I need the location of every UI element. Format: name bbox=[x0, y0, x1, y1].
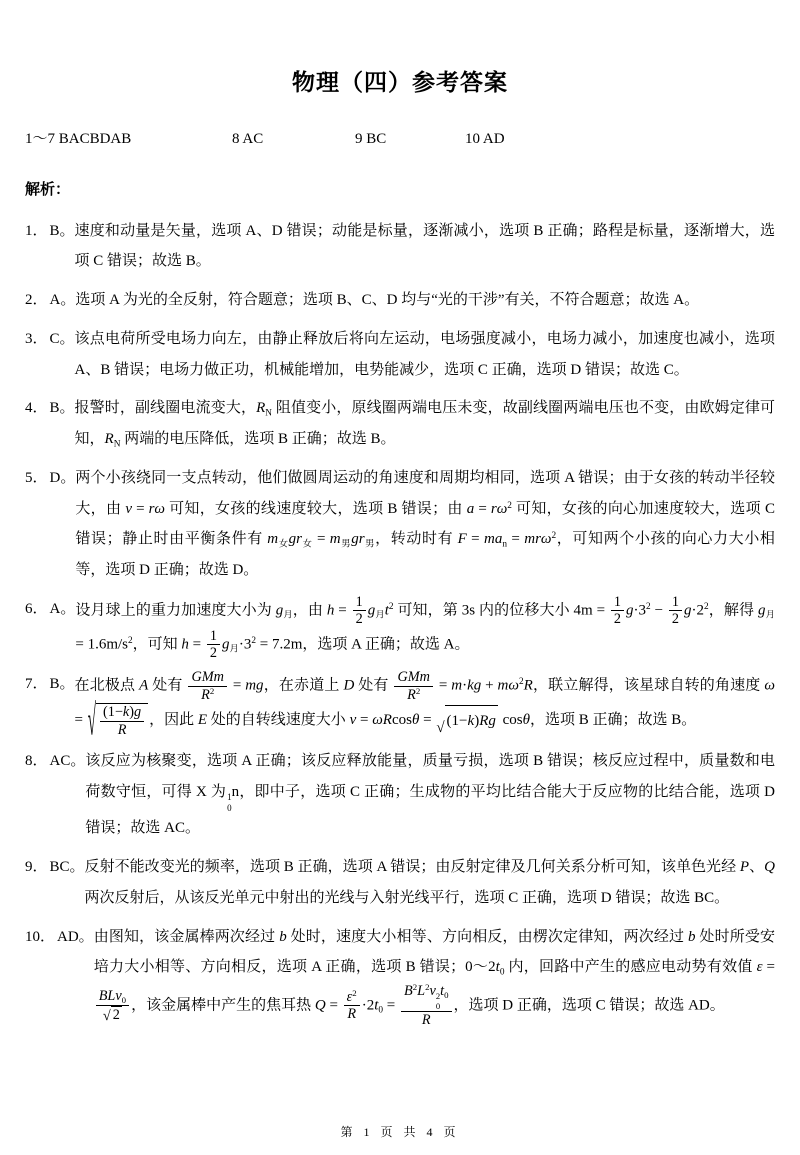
fraction-numerator: 1 bbox=[207, 628, 220, 645]
superscript: 2 bbox=[646, 602, 651, 613]
subscript: 月 bbox=[375, 610, 385, 621]
math-variable: GMm bbox=[191, 669, 224, 686]
fraction-denominator bbox=[394, 687, 432, 703]
fraction-denominator: 2 bbox=[355, 611, 363, 628]
item-number: 9． bbox=[25, 859, 48, 876]
fraction-denominator: 2 bbox=[209, 645, 218, 662]
math-variable: R bbox=[104, 431, 114, 448]
answer-group: 10 AD bbox=[465, 131, 505, 148]
math-variable: ma bbox=[484, 531, 503, 548]
math-variable: R bbox=[407, 686, 416, 703]
superscript: 2 bbox=[352, 988, 357, 999]
math-variable: gr bbox=[288, 531, 303, 548]
item-answer: B。 bbox=[49, 222, 75, 239]
item-number-answer bbox=[25, 463, 75, 586]
subscript: 月 bbox=[229, 644, 239, 655]
fraction bbox=[611, 594, 624, 628]
item-explanation: 报警时，副线圈电流变大，$R_N$ 阻值变小，原线圈两端电压未变，故副线圈两端电压也不变，由欧姆定律可知，$R_N$ 两端的电压降低，选项 B 正确；故选 B。 bbox=[74, 400, 775, 450]
math-variable: ωR bbox=[372, 712, 392, 728]
solution-item bbox=[25, 463, 775, 586]
fraction bbox=[207, 628, 220, 662]
math-variable: h bbox=[181, 636, 189, 652]
solution-item bbox=[25, 324, 775, 386]
math-variable: ε bbox=[756, 959, 763, 976]
fraction-denominator bbox=[344, 1006, 360, 1022]
math-variable: R bbox=[256, 400, 266, 417]
superscript: 2 bbox=[209, 685, 215, 696]
math-variable: ε bbox=[346, 989, 353, 1006]
radicand: 2 bbox=[112, 1007, 120, 1024]
math-variable: GMm bbox=[397, 669, 430, 686]
item-number-answer bbox=[25, 393, 75, 455]
item-answer: AD。 bbox=[57, 928, 94, 945]
subscript: 0 bbox=[378, 1005, 384, 1016]
fraction-numerator bbox=[96, 988, 129, 1006]
item-number-answer bbox=[25, 669, 75, 738]
mass-number: 1 bbox=[227, 791, 232, 802]
item-answer: AC。 bbox=[49, 752, 86, 769]
item-answer: B。 bbox=[49, 676, 75, 693]
item-number: 10． bbox=[25, 928, 56, 945]
math-variable: g bbox=[133, 704, 142, 721]
fraction-numerator bbox=[188, 669, 226, 686]
math-variable: g bbox=[222, 636, 230, 652]
math-variable: m bbox=[329, 531, 341, 548]
subscript: n bbox=[502, 539, 508, 550]
radical-sign: √ bbox=[102, 1008, 111, 1025]
fraction-numerator bbox=[344, 989, 360, 1006]
math-variable: t bbox=[495, 959, 500, 976]
atomic-number: 0 bbox=[227, 802, 232, 813]
subscript: 女 bbox=[302, 539, 313, 550]
math-variable: R bbox=[421, 1012, 431, 1029]
superscript: 2 bbox=[128, 635, 133, 646]
fraction-denominator bbox=[188, 687, 226, 703]
math-variable: g bbox=[275, 602, 284, 619]
math-variable: k bbox=[122, 704, 130, 721]
item-number: 8． bbox=[25, 752, 48, 769]
fraction bbox=[188, 669, 226, 703]
solution-item bbox=[25, 216, 775, 278]
math-variable: m bbox=[451, 677, 463, 694]
item-number: 1． bbox=[25, 222, 48, 239]
item-explanation: 在北极点 A 处有 $\frac{\text{GMm}}{R^2}$ = mg，在赤道上 D 处有 $\frac{\text{GMm}}{R^2}$ = $m\cdot kg + m\omega^2R$，联立解得，该星球自转的角速度 ω = √ $\frac{(1-k)g}{R}$ ，因此 E 处的自转线速度大小 v = ωRcosθ = √ (1−k)Rg cosθ，选项 B 正确；故选 B。 bbox=[74, 669, 775, 746]
subscript: 0 bbox=[499, 967, 505, 978]
subscript: 男 bbox=[340, 539, 352, 550]
math-variable: mg bbox=[245, 677, 264, 694]
item-number: 3． bbox=[25, 330, 48, 347]
math-variable: g bbox=[367, 602, 376, 619]
math-variable: ω bbox=[764, 677, 775, 694]
math-variable: F bbox=[457, 531, 467, 548]
radicand: (1−k)Rg bbox=[445, 705, 498, 737]
math-variable: R bbox=[117, 721, 127, 738]
math-variable: rω bbox=[148, 500, 166, 517]
item-number-answer bbox=[25, 216, 75, 278]
subscript: 月 bbox=[765, 610, 775, 621]
item-number: 7． bbox=[25, 676, 48, 693]
math-variable: D bbox=[343, 677, 355, 694]
solution-item bbox=[25, 669, 775, 746]
math-variable: g bbox=[626, 602, 634, 619]
math-variable: θ bbox=[411, 712, 420, 728]
math-variable: L bbox=[417, 983, 426, 1000]
math-variable: t bbox=[374, 997, 379, 1014]
solution-item bbox=[25, 922, 775, 1029]
solution-item bbox=[25, 594, 775, 662]
answer-group: 1～7 BACBDAB bbox=[25, 131, 132, 148]
fraction-numerator bbox=[401, 983, 452, 1012]
fraction bbox=[669, 594, 682, 628]
math-variable: rω bbox=[490, 500, 508, 517]
fraction-numerator: (1−k)g bbox=[100, 704, 144, 721]
superscript: 2 bbox=[425, 982, 430, 993]
item-number-answer bbox=[25, 922, 94, 1029]
item-explanation: 两个小孩绕同一支点转动，他们做圆周运动的角速度和周期均相同，选项 A 错误；由于女孩的转动半径较大，由 v = rω 可知，女孩的线速度较大，选项 B 错误；由 $a = r\omega^2$ 可知，女孩的向心加速度较大，选项 C 错误；静止时由平衡条件有 $m_女gr_女 = m_男gr_男$，转动时有 $F = ma_n = mr\omega^2$，可知两个小孩的向心力大小相等，选项 D 正确；故选 D。 bbox=[75, 469, 775, 579]
square-root bbox=[87, 699, 148, 746]
math-variable: mω bbox=[497, 677, 519, 694]
radicand bbox=[96, 703, 148, 738]
fraction-denominator bbox=[96, 1006, 129, 1023]
fraction-denominator bbox=[100, 722, 144, 738]
item-answer: A。 bbox=[49, 292, 76, 309]
items-list bbox=[25, 216, 775, 1029]
superscript: 2 bbox=[412, 982, 418, 993]
fraction-denominator: 2 bbox=[613, 611, 622, 628]
item-number: 6． bbox=[25, 600, 48, 617]
item-answer: B。 bbox=[49, 400, 75, 417]
item-number-answer bbox=[25, 852, 85, 914]
fraction-numerator: 1 bbox=[669, 594, 682, 611]
square-root bbox=[103, 1006, 122, 1023]
answers-row bbox=[25, 124, 775, 155]
subscript: 男 bbox=[364, 539, 376, 550]
subscript: N bbox=[265, 408, 272, 419]
fraction-numerator: 1 bbox=[353, 594, 366, 611]
math-variable: R bbox=[347, 1006, 357, 1023]
math-variable: a bbox=[466, 500, 475, 517]
math-variable: v bbox=[429, 983, 436, 1000]
fraction-denominator bbox=[401, 1012, 452, 1028]
item-number-answer bbox=[25, 285, 75, 316]
math-variable: θ bbox=[522, 712, 530, 728]
superscript: 2 bbox=[388, 602, 394, 613]
math-variable: BLv bbox=[98, 988, 122, 1005]
math-variable: gr bbox=[351, 531, 365, 548]
math-variable: v bbox=[125, 500, 133, 517]
item-number-answer bbox=[25, 594, 75, 662]
analysis-label: 解析： bbox=[25, 181, 71, 198]
math-variable: k bbox=[467, 712, 475, 729]
subscript: 女 bbox=[278, 539, 289, 550]
item-explanation: 该反应为核聚变，选项 A 正确；该反应释放能量，质量亏损，选项 B 错误；核反应过程中，质量数和电荷数守恒，可得 X 为 1 0 n，即中子，选项 C 正确；生成物的平均比结合能大于反应物的比结合能，选项 D 错误；故选 AC。 bbox=[85, 752, 775, 837]
item-answer: D。 bbox=[49, 469, 76, 486]
solution-item bbox=[25, 746, 775, 844]
item-explanation: 由图知，该金属棒两次经过 b 处时，速度大小相等、方向相反，由楞次定律知，两次经过 b 处时所受安培力大小相等、方向相反，选项 A 正确，选项 B 错误；$0\sim 2t_0$ 内，回路中产生的感应电动势有效值 ε = BLv$_0$ √ 2 ，该金属棒中产生的焦耳热 Q = $\frac{\varepsilon^2}{R}$ $\cdot 2t_0$ = $B^2L^2v$ 2 0 $t_0$ R ，选项 D 正确，选项 C 错误；故选 AD。 bbox=[93, 928, 775, 1029]
fraction bbox=[394, 669, 432, 703]
fraction bbox=[100, 704, 144, 738]
math-variable: Rg bbox=[479, 712, 496, 729]
superscript: 2 bbox=[507, 500, 512, 511]
math-variable: v bbox=[349, 712, 357, 728]
radical-sign: √ bbox=[87, 699, 96, 746]
solution-item bbox=[25, 285, 775, 316]
item-explanation: 反射不能改变光的频率，选项 B 正确，选项 A 错误；由反射定律及几何关系分析可知，该单色光经 P、Q 两次反射后，从该反光单元中射出的光线与入射光线平行，选项 C 正确，选项 D 错误；故选 BC。 bbox=[84, 859, 775, 906]
math-variable: m bbox=[267, 531, 279, 548]
nuclide-prescripts bbox=[227, 792, 232, 814]
page-title: 物理（四）参考答案 bbox=[292, 69, 508, 95]
math-variable: R bbox=[523, 677, 533, 694]
answer-group: 8 AC bbox=[232, 131, 264, 148]
subscript: N bbox=[113, 439, 121, 450]
fraction-numerator bbox=[394, 669, 432, 686]
math-variable: g bbox=[758, 602, 766, 619]
superscript: 2 bbox=[518, 677, 524, 688]
sub-part: 0 bbox=[435, 1001, 441, 1012]
item-explanation: 速度和动量是矢量，选项 A、D 错误；动能是标量，逐渐减小，选项 B 正确；路程是标量，逐渐增大，选项 C 错误；故选 B。 bbox=[74, 222, 775, 270]
math-variable: b bbox=[688, 928, 696, 945]
item-answer: A。 bbox=[49, 600, 76, 617]
superscript: 2 bbox=[251, 635, 256, 646]
item-explanation: 该点电荷所受电场力向左，由静止释放后将向左运动，电场强度减小，电场力减小，加速度也减小，选项 A、B 错误；电场力做正功，机械能增加，电势能减少，选项 C 正确，选项 D 错误；故选 C。 bbox=[74, 330, 775, 378]
subscript: 月 bbox=[283, 610, 293, 621]
solution-item bbox=[25, 393, 775, 455]
item-number-answer bbox=[25, 746, 85, 844]
math-variable: Q bbox=[764, 859, 775, 876]
item-number: 2． bbox=[25, 292, 48, 309]
item-number: 4． bbox=[25, 400, 48, 417]
fraction bbox=[96, 988, 129, 1023]
square-root bbox=[436, 705, 498, 737]
superscript: 2 bbox=[551, 531, 557, 542]
math-variable: E bbox=[197, 712, 208, 728]
page-footer: 第 1 页 共 4 页 bbox=[340, 1124, 460, 1139]
item-explanation: 设月球上的重力加速度大小为 $g_月$，由 h = $\frac{1}{2}$ $g_月t^2$ 可知，第 3s 内的位移大小 4m = $\frac{1}{2}$ $g\cdot 3^2$ − $\frac{1}{2}$ $g\cdot 2^2$，解得 $g_月 = 1.6m/s^2$，可知 h = $\frac{1}{2}$ $g_月\cdot 3^2 = 7.2m$，选项 A 正确；故选 A。 bbox=[75, 593, 775, 662]
subscript: 0 bbox=[121, 995, 127, 1006]
item-explanation: 选项 A 为光的全反射，符合题意；选项 B、C、D 均与“光的干涉”有关，不符合题意；故选 A。 bbox=[75, 292, 700, 309]
solution-item bbox=[25, 852, 775, 914]
item-number: 5． bbox=[25, 469, 48, 486]
math-variable: kg bbox=[467, 677, 482, 694]
superscript: 2 bbox=[704, 602, 709, 613]
subscript: 0 bbox=[444, 990, 449, 1001]
math-variable: h bbox=[326, 602, 335, 619]
fraction-numerator: 1 bbox=[611, 594, 624, 611]
math-variable: b bbox=[279, 928, 287, 945]
fraction bbox=[344, 989, 360, 1023]
sup-part: 2 bbox=[435, 990, 441, 1001]
math-variable: mrω bbox=[524, 531, 552, 548]
math-variable: t bbox=[440, 983, 445, 1000]
math-variable: t bbox=[384, 602, 389, 619]
fraction-denominator: 2 bbox=[671, 611, 680, 628]
radical-sign: √ bbox=[436, 720, 445, 737]
superscript: 2 bbox=[415, 685, 421, 696]
answer-group: 9 BC bbox=[355, 131, 387, 148]
math-variable: g bbox=[684, 602, 692, 619]
item-number-answer bbox=[25, 324, 75, 386]
item-answer: C。 bbox=[49, 330, 75, 347]
math-variable: P bbox=[739, 859, 750, 876]
fraction bbox=[401, 983, 452, 1029]
math-variable: A bbox=[139, 677, 149, 694]
math-variable: R bbox=[201, 686, 210, 703]
math-variable: B bbox=[404, 983, 413, 1000]
fraction bbox=[353, 594, 366, 628]
math-variable: Q bbox=[314, 997, 326, 1014]
item-answer: BC。 bbox=[49, 859, 85, 876]
